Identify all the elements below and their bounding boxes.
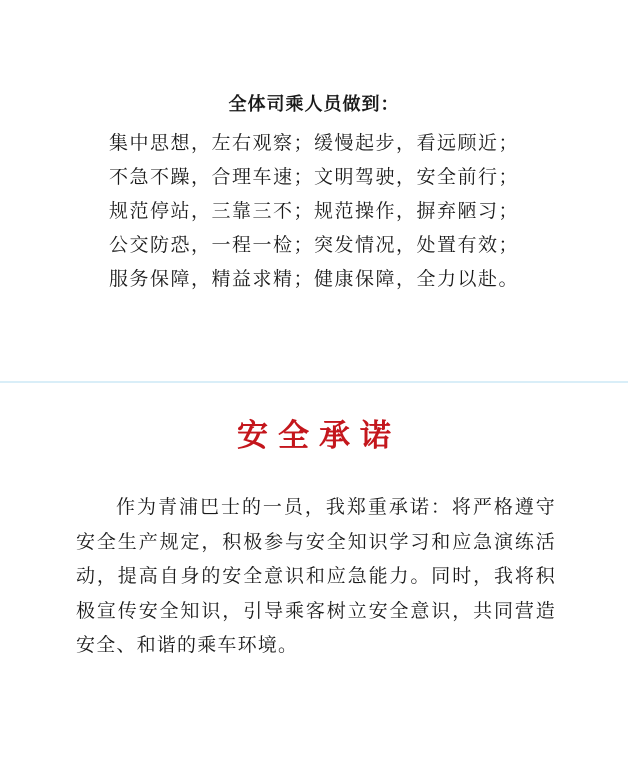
promise-paragraph: 作为青浦巴士的一员，我郑重承诺：将严格遵守安全生产规定，积极参与安全知识学习和应急演练活动，提高自身的安全意识和应急能力。同时，我将积极宣传安全知识，引导乘客树立安全意识，共同营造安全、和谐的乘车环境。	[76, 496, 556, 656]
conduct-line: 服务保障，精益求精；健康保障，全力以赴。	[108, 268, 519, 290]
conduct-line: 规范停站，三靠三不；规范操作，摒弃陋习；	[108, 200, 519, 222]
conduct-line: 集中思想，左右观察；缓慢起步，看远顾近；	[108, 132, 519, 154]
section-divider	[0, 381, 628, 383]
conduct-line: 不急不躁，合理车速；文明驾驶，安全前行；	[108, 166, 519, 188]
conduct-line: 公交防恐，一程一检；突发情况，处置有效；	[108, 234, 519, 256]
promise-title: 安全承诺	[237, 418, 401, 454]
conduct-title: 全体司乘人员做到：	[228, 94, 400, 115]
conduct-section	[0, 92, 628, 296]
conduct-list	[0, 126, 628, 296]
